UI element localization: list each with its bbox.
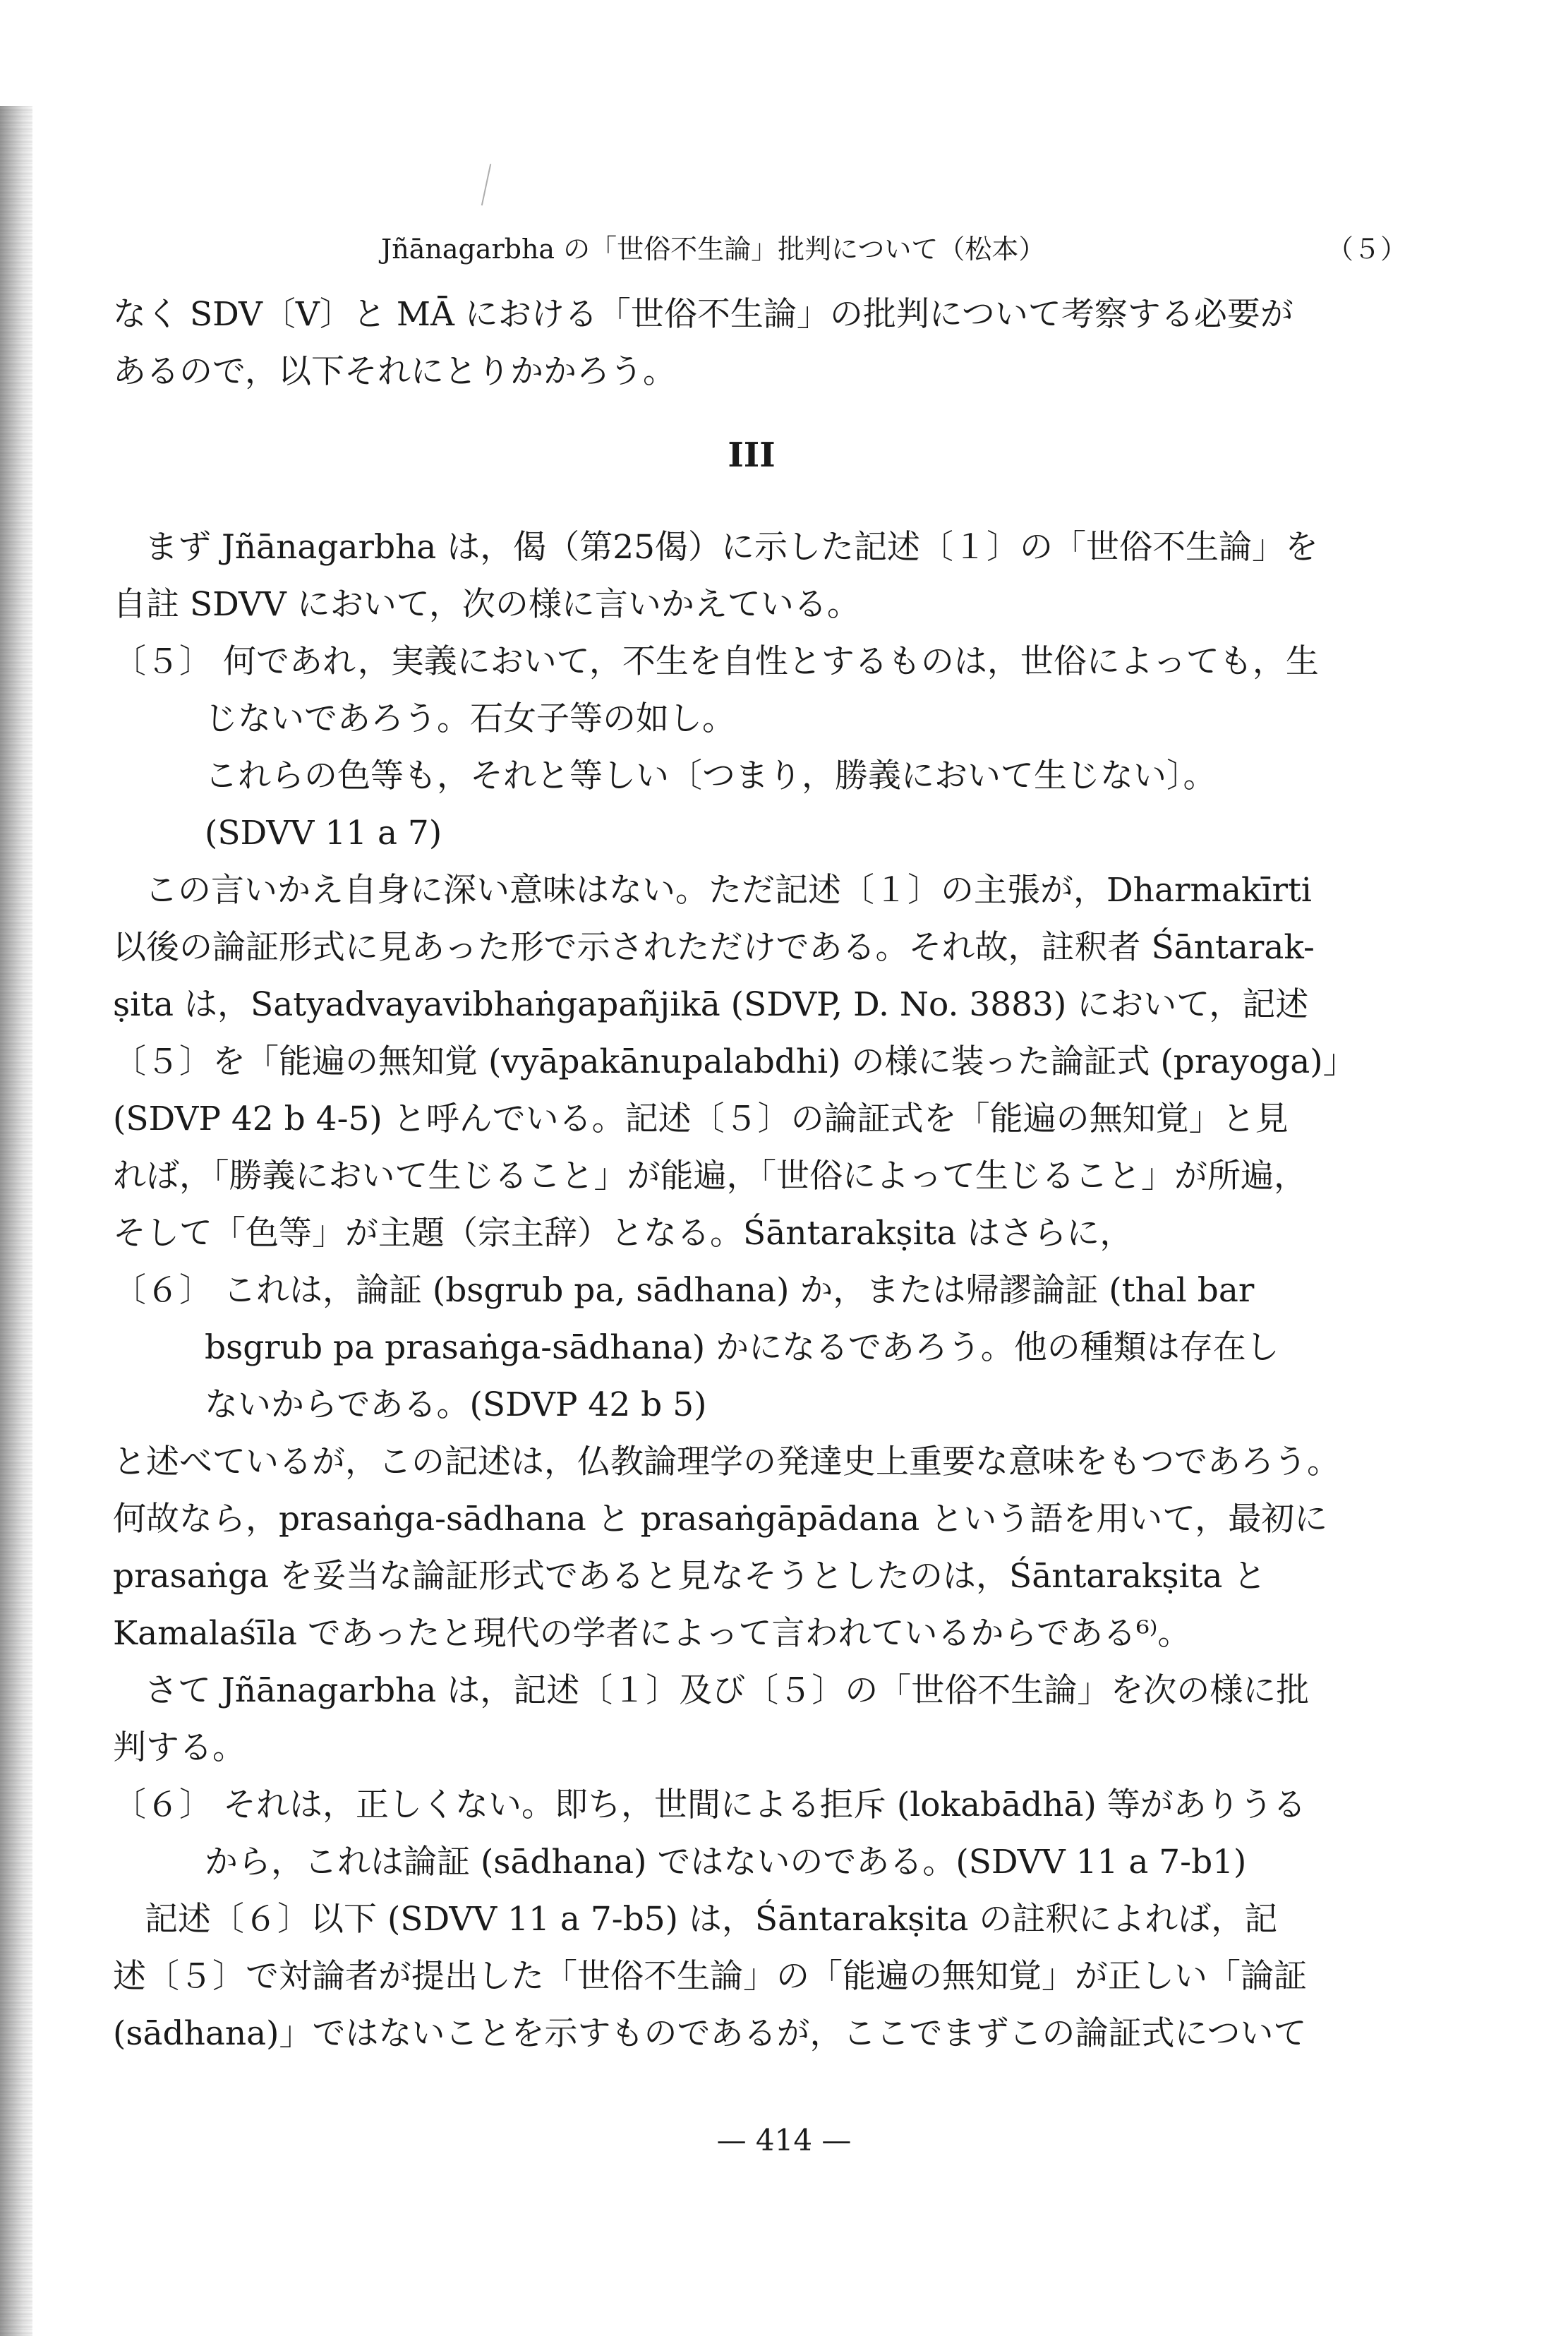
quote-line: ないからである。(SDVP 42 b 5) xyxy=(205,1385,707,1424)
text-line: さて Jñānagarbha は，記述〔１〕及び〔５〕の「世俗不生論」を次の様に批 xyxy=(145,1671,1310,1710)
text-line: 〔５〕を「能遍の無知覚 (vyāpakānupalabdhi) の様に装った論証式 (prayoga)」 xyxy=(113,1042,1356,1081)
text-line: Kamalaśīla であったと現代の学者によって言われているからである⁶⁾。 xyxy=(113,1614,1191,1653)
text-line: prasaṅga を妥当な論証形式であると見なそうとしたのは，Śāntarakṣita と xyxy=(113,1557,1267,1596)
quote-line: これらの色等も，それと等しい〔つまり，勝義において生じない〕。 xyxy=(205,757,1217,795)
text-line: 記述〔６〕以下 (SDVV 11 a 7-b5) は，Śāntarakṣita の註釈によれば，記 xyxy=(145,1900,1278,1939)
text-line: れば，「勝義において生じること」が能遍，「世俗によって生じること」が所遍， xyxy=(113,1157,1307,1196)
header-page-ref: （５） xyxy=(1327,234,1408,265)
text-line: と述べているが，この記述は，仏教論理学の発達史上重要な意味をもつであろう。 xyxy=(113,1443,1340,1481)
text-line: (SDVP 42 b 4-5) と呼んでいる。記述〔５〕の論証式を「能遍の無知覚」と見 xyxy=(113,1100,1289,1138)
text-line: 以後の論証形式に見あった形で示されただけである。それ故，註釈者 Śāntarak- xyxy=(113,928,1315,967)
text-line: あるので，以下それにとりかかろう。 xyxy=(113,352,677,391)
quote-line: 〔５〕 何であれ，実義において，不生を自性とするものは，世俗によっても，生 xyxy=(113,642,1319,681)
text-line: この言いかえ自身に深い意味はない。ただ記述〔１〕の主張が，Dharmakīrti xyxy=(145,871,1312,910)
pencil-mark xyxy=(481,164,493,206)
scan-binding-edge xyxy=(0,106,32,2336)
quote-line: 〔６〕 それは，正しくない。即ち，世間による拒斥 (lokabādhā) 等がありうる xyxy=(113,1786,1306,1824)
text-line: 述〔５〕で対論者が提出した「世俗不生論」の「能遍の無知覚」が正しい「論証 xyxy=(113,1957,1307,1996)
text-line: なく SDV〔V〕と MĀ における「世俗不生論」の批判について考察する必要が xyxy=(113,295,1293,334)
text-line: 自註 SDVV において，次の様に言いかえている。 xyxy=(113,585,860,624)
quote-line: 〔６〕 これは，論証 (bsgrub pa, sādhana) か，または帰謬論証 (thal bar xyxy=(113,1271,1255,1310)
quote-line: じないであろう。石女子等の如し。 xyxy=(205,699,735,738)
text-line: 何故なら，prasaṅga-sādhana と prasaṅgāpādana という語を用いて，最初に xyxy=(113,1500,1328,1539)
running-header xyxy=(0,227,1568,270)
section-heading: III xyxy=(728,435,776,475)
page-number: — 414 — xyxy=(716,2123,852,2157)
quote-line: bsgrub pa prasaṅga-sādhana) かになるであろう。他の種類は存在し xyxy=(205,1328,1279,1367)
text-line: 判する。 xyxy=(113,1728,246,1767)
main-text xyxy=(113,286,1390,2062)
text-line: (sādhana)」ではないことを示すものであるが，ここでまずこの論証式について xyxy=(113,2014,1307,2053)
text-line: そして「色等」が主題（宗主辞）となる。Śāntarakṣita はさらに， xyxy=(113,1214,1133,1253)
text-line: まず Jñānagarbha は，偈（第25偈）に示した記述〔１〕の「世俗不生論」を xyxy=(145,528,1319,567)
quote-line: から，これは論証 (sādhana) ではないのである。(SDVV 11 a 7-b1) xyxy=(205,1843,1247,1882)
running-title: Jñānagarbha の「世俗不生論」批判について（松本） xyxy=(381,234,1046,265)
citation-line: (SDVV 11 a 7) xyxy=(205,814,442,853)
text-line: ṣita は，Satyadvayavibhaṅgapañjikā (SDVP, D. No. 3883) において，記述 xyxy=(113,985,1309,1024)
